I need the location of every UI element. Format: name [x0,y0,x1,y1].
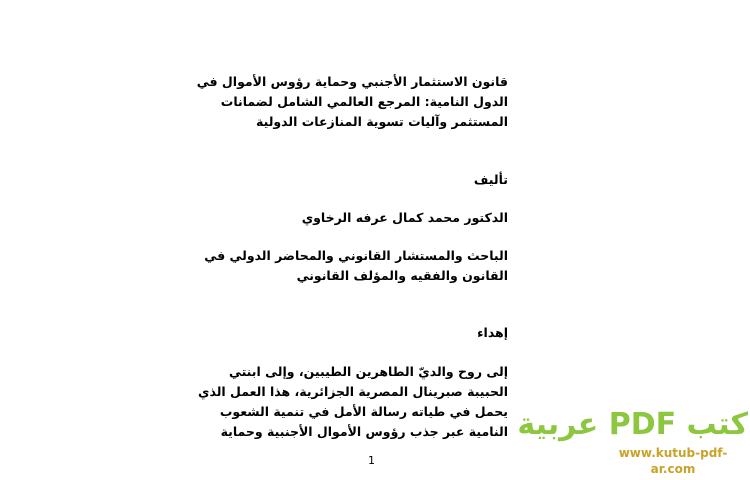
authorship-heading: تأليف [473,172,508,187]
page-number: 1 [368,454,375,467]
title-line: قانون الاستثمار الأجنبي وحماية رؤوس الأموال في [196,74,508,89]
description-line: القانون والفقيه والمؤلف القانوني [296,268,508,283]
author-description [204,246,508,286]
dedication-line: يحمل في طياته رسالة الأمل في تنمية الشعوب [219,404,508,419]
watermark-logo: كتب PDF عربية [517,407,748,442]
description-line: الباحث والمستشار القانوني والمحاضر الدولي في [204,248,508,263]
dedication-line: إلى روح والديّ الطاهرين الطيبين، وإلى ابنتي [228,364,508,379]
author-name: الدكتور محمد كمال عرفه الرخاوي [301,210,508,225]
book-title [196,72,508,132]
watermark [517,407,748,477]
title-line: المستثمر وآليات تسوية المنازعات الدولية [256,114,508,129]
watermark-url: www.kutub-pdf-ar.com [618,446,728,476]
dedication-heading: إهداء [477,325,508,340]
dedication-line: النامية عبر جذب رؤوس الأموال الأجنبية وحماية [220,424,508,439]
title-line: الدول النامية: المرجع العالمي الشامل لضمانات [220,94,508,109]
dedication-text [198,362,508,442]
dedication-line: الحبيبة صبرينال المصرية الجزائرية، هذا العمل الذي [198,384,508,399]
